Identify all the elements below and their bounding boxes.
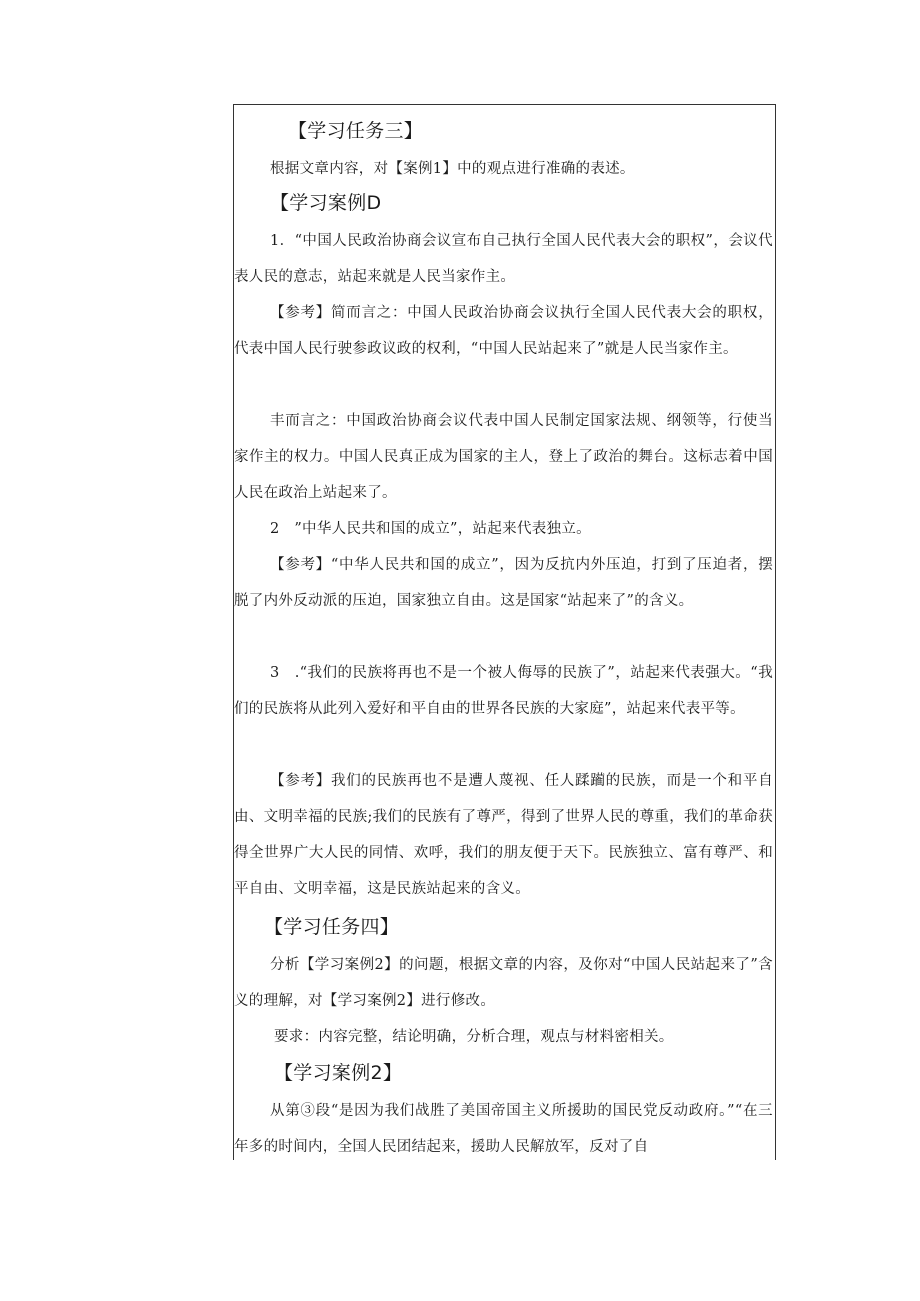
document-frame [233,104,776,1160]
task4-requirement: 要求：内容完整，结论明确，分析合理，观点与材料密相关。 [274,1029,674,1045]
item1-elaboration: 丰而言之：中国政治协商会议代表中国人民制定国家法规、纲领等，行使当家作主的权力。中国人民真正成为国家的主人，登上了政治的舞台。这标志着中国人民在政治上站起来了。 [234,413,773,501]
item1-text: 1．“中国人民政治协商会议宣布自己执行全国人民代表大会的职权”，会议代表人民的意志，站起来就是人民当家作主。 [234,233,773,285]
case2-heading: 【学习案例2】 [274,1062,403,1084]
item3-reference: 【参考】我们的民族再也不是遭人蔑视、任人蹂躏的民族，而是一个和平自由、文明幸福的民族;我们的民族有了尊严，得到了世界人民的尊重，我们的革命获得全世界广大人民的同情、欢呼，我们的朋友便于天下。民族独立、富有尊严、和平自由、文明幸福，这是民族站起来的含义。 [234,773,773,897]
item2-reference: 【参考】“中华人民共和国的成立”，因为反抗内外压迫，打到了压迫者，摆脱了内外反动派的压迫，国家独立自由。这是国家“站起来了”的含义。 [234,557,773,609]
case1-heading: 【学习案例D [270,192,382,214]
task3-heading: 【学习任务三】 [288,120,424,142]
item2-text: 2 ”中华人民共和国的成立”，站起来代表独立。 [270,521,591,537]
task4-heading: 【学习任务四】 [264,916,400,938]
case2-text: 从第③段“是因为我们战胜了美国帝国主义所援助的国民党反动政府。”“在三年多的时间内，全国人民团结起来，援助人民解放军，反对了自 [234,1103,773,1155]
item1-reference: 【参考】简而言之：中国人民政治协商会议执行全国人民代表大会的职权，代表中国人民行驶参政议政的权利，“中国人民站起来了”就是人民当家作主。 [234,305,773,357]
task4-instruction: 分析【学习案例2】的问题，根据文章的内容，及你对“中国人民站起来了”含义的理解，对【学习案例2】进行修改。 [234,957,773,1009]
task3-instruction: 根据文章内容，对【案例1】中的观点进行准确的表述。 [270,161,635,177]
item3-text: 3 .“我们的民族将再也不是一个被人侮辱的民族了”，站起来代表强大。“我们的民族将从此列入爱好和平自由的世界各民族的大家庭”，站起来代表平等。 [234,665,773,717]
